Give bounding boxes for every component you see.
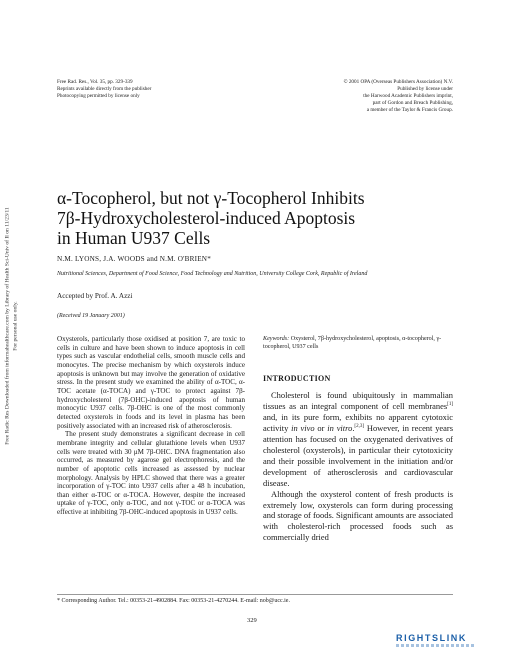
affiliation: Nutritional Sciences, Department of Food Science, Food Technology and Nutrition, University College Cork, Republic of Ireland (57, 271, 368, 277)
download-source-line: Free Radic Res Downloaded from informahealthcare.com by Library of Health Sci-Univ of Il on 11/23/11 (4, 207, 11, 445)
intro-paragraph (263, 390, 453, 489)
citation-ref[interactable]: [1] (447, 402, 453, 408)
author-list: N.M. LYONS, J.A. WOODS and N.M. O'BRIEN* (57, 255, 211, 263)
copyright-block (344, 79, 453, 114)
accepted-by: Accepted by Prof. A. Azzi (57, 292, 133, 300)
introduction-body (263, 390, 453, 543)
intro-text: However, in recent years attention has focused on the oxygenated derivatives of cholesterol (oxysterols), in particular their cytotoxicity and their possible involvement in the initiation and/or development of atherosclerosis and cardiovascular disease. (263, 422, 454, 488)
intro-text: or (314, 422, 328, 433)
license-line: Published by license under (397, 86, 453, 92)
section-heading: INTRODUCTION (263, 374, 331, 383)
header-citation: Free Rad. Res., Vol. 35, pp. 329-339 (57, 79, 133, 85)
header-reprints: Reprints available directly from the publisher (57, 86, 152, 92)
received-date: (Received 19 January 2001) (57, 313, 125, 319)
publisher-line: part of Gordon and Breach Publishing, (372, 100, 453, 106)
article-title (57, 188, 417, 248)
intro-text: and, in its pure form, exhibits no apparent cytotoxic activity (263, 411, 453, 433)
copyright-line: © 2001 OPA (Overseas Publishers Association) N.V. (343, 79, 453, 85)
intro-paragraph: Although the oxysterol content of fresh products is extremely low, oxysterols can form during processing and storage of foods. Significant amounts are associated with cholesterol-rich processed foods such as commercially dried (263, 488, 453, 543)
italic-term: in vivo (291, 422, 315, 433)
download-watermark (5, 164, 21, 489)
imprint-line: the Harwood Academic Publishers imprint, (363, 93, 453, 99)
title-line: α-Tocopherol, but not γ-Tocopherol Inhibits (57, 188, 365, 208)
keywords (263, 335, 453, 351)
abstract-paragraph: Oxysterols, particularly those oxidised at position 7, are toxic to cells in culture and have been shown to induce apoptosis in cell types such as vascular endothelial cells, smooth muscle cells and monocytes. The precise mechanism by which oxysterols induce apoptosis is unknown but may involve the generation of oxidative stress. In the present study we examined the ability of α-TOC, α-TOC acetate (α-TOCA) and γ-TOC to protect against 7β-hydroxycholesterol (7β-OHC)-induced apoptosis of human monocytic U937 cells. 7β-OHC is one of the most commonly detected oxysterols in foods and its level in plasma has been positively associated with an increased risk of atherosclerosis. (57, 335, 245, 430)
personal-use-line: For personal use only. (12, 301, 18, 351)
italic-term: in vitro (327, 422, 353, 433)
intro-text: Cholesterol is found ubiquitously in mammalian tissues as an integral component of cell membranes (263, 390, 453, 411)
abstract-paragraph: The present study demonstrates a significant decrease in cell membrane integrity and cellular glutathione levels when U937 cells were treated with 30 μM 7β-OHC. DNA fragmentation also occurred, as measured by agarose gel electrophoresis, and the number of apoptotic cells increased as assessed by nuclear morphology. Analysis by HPLC showed that there was a greater incorporation of γ-TOC into U937 cells after a 48 h incubation, than either α-TOC or α-TOCA. However, despite the increased uptake of γ-TOC, only α-TOC, and not γ-TOC or α-TOCA was effective at inhibiting 7β-OHC-induced apoptosis in U937 cells. (57, 430, 245, 517)
citation-ref[interactable]: [2,3] (354, 424, 365, 430)
keywords-label: Keywords: (263, 336, 290, 342)
rightslink-tagline-mark (396, 644, 476, 647)
intro-text: . (352, 422, 355, 433)
footnote-divider (57, 594, 453, 595)
abstract (57, 335, 245, 517)
header-photocopy: Photocopying permitted by license only (57, 93, 140, 99)
group-line: a member of the Taylor & Francis Group. (366, 107, 453, 113)
rightslink-logo[interactable]: RIGHTSLINK (396, 633, 467, 643)
title-line: 7β-Hydroxycholesterol-induced Apoptosis (57, 208, 356, 228)
keywords-text: Oxysterol, 7β-hydroxycholesterol, apoptosis, α-tocopherol, γ-tocopherol, U937 cells (263, 336, 442, 350)
corresponding-author-footnote: * Corresponding Author. Tel.: 00353-21-4902884. Fax: 00353-21-4270244. E-mail: nob@ucc.ie. (57, 598, 290, 604)
title-line: in Human U937 Cells (57, 228, 211, 248)
page-number: 329 (247, 617, 257, 624)
journal-header (57, 79, 151, 100)
